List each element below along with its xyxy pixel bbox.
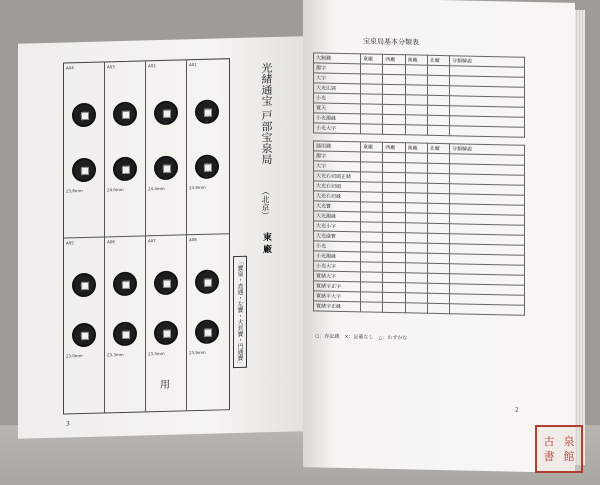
- item-code: A06: [107, 239, 115, 245]
- size-label: 23.9mm: [189, 349, 206, 356]
- row-label: 大字: [314, 161, 361, 172]
- coin-obverse-image: [154, 101, 178, 126]
- row-label: 小光: [314, 93, 361, 104]
- right-page: [303, 0, 575, 473]
- classification-table-2: [313, 140, 525, 315]
- header-cell: 南廠: [405, 55, 427, 65]
- row-label: 小光濁縁: [314, 113, 361, 124]
- coin-obverse-image: [195, 269, 219, 294]
- seal-char: 古: [543, 435, 555, 448]
- item-code: A08: [189, 237, 197, 243]
- seal-char: 館: [563, 450, 575, 463]
- row-label: 小光大字: [314, 123, 361, 134]
- header-cell: 西廠: [383, 142, 405, 152]
- page-subheading: （北京）: [261, 187, 270, 220]
- item-code: A02: [148, 63, 156, 69]
- coin-reverse-image: [113, 322, 137, 347]
- item-code: A01: [189, 62, 197, 68]
- coin-obverse-image: [72, 273, 96, 298]
- row-label: 大光進寳: [314, 231, 361, 242]
- coin-reverse-image: [195, 154, 219, 179]
- coin-obverse-image: [195, 99, 219, 124]
- item-code: A07: [148, 238, 156, 244]
- coin-cell: [146, 60, 187, 236]
- classification-table-1: [313, 52, 525, 137]
- size-label: 24.9mm: [189, 184, 206, 191]
- page-title: 宝泉局基本分類表: [363, 37, 419, 47]
- row-label: 寛緒字正縁: [314, 301, 361, 312]
- header-cell: 西廠: [383, 54, 405, 64]
- coin-cell: [105, 236, 146, 412]
- size-label: 23.3mm: [107, 351, 124, 358]
- row-label: 小光: [314, 241, 361, 252]
- row-label: 大字: [314, 73, 361, 84]
- coin-grid: [63, 58, 230, 414]
- row-label: 小光濁縁: [314, 251, 361, 262]
- coin-cell: [64, 237, 105, 413]
- size-label: 23.0mm: [66, 353, 83, 359]
- header-cell: 南廠: [405, 143, 427, 153]
- row-label: 大光右切頭正緒: [314, 171, 361, 182]
- row-label: 大光右切頭: [314, 181, 361, 192]
- row-label: 寛緒平大字: [314, 291, 361, 302]
- seal-char: 書: [543, 450, 555, 463]
- coin-obverse-image: [72, 103, 96, 128]
- coin-reverse-image: [113, 157, 137, 182]
- coin-cell: [146, 235, 187, 411]
- header-cell: 北廠: [427, 143, 449, 153]
- row-label: 濁字: [314, 63, 361, 74]
- row-label: 寛緒大字: [314, 271, 361, 282]
- coin-reverse-image: [195, 319, 219, 344]
- footnote: [315, 332, 515, 345]
- header-cell: 通用錢: [314, 141, 361, 152]
- page-number: 3: [66, 420, 70, 428]
- item-code: A05: [66, 240, 74, 246]
- coin-reverse-image: [154, 321, 178, 346]
- seal-char: 泉: [563, 435, 575, 448]
- item-code: A03: [107, 64, 115, 70]
- page-number: 2: [515, 406, 519, 414]
- coin-cell: [105, 61, 146, 237]
- row-label: 濁字: [314, 151, 361, 162]
- coin-cell: [64, 62, 105, 238]
- item-code: A04: [66, 65, 74, 71]
- size-label: 23.6mm: [66, 188, 83, 194]
- seal-stamp: [535, 425, 583, 473]
- boxed-label-text: 「寶泉・直通・左寶・大貝寶・円通寶」: [236, 258, 243, 368]
- boxed-label: [233, 256, 247, 368]
- coin-cell: [187, 234, 229, 410]
- coin-reverse-image: [154, 156, 178, 181]
- row-label: 大光広郭: [314, 83, 361, 94]
- coin-obverse-image: [154, 271, 178, 296]
- row-label: 大光小字: [314, 221, 361, 232]
- row-label: 小光大字: [314, 261, 361, 272]
- coin-reverse-image: [72, 323, 96, 348]
- header-cell: 分類解説: [450, 144, 525, 156]
- size-label: 24.4mm: [148, 185, 165, 192]
- header-cell: 北廠: [427, 55, 449, 65]
- header-cell: 東廠: [361, 54, 383, 64]
- row-label: 大光寶: [314, 201, 361, 212]
- header-cell: 東廠: [361, 142, 383, 152]
- coin-reverse-image: [72, 158, 96, 183]
- size-label: 24.0mm: [107, 186, 124, 193]
- coin-obverse-image: [113, 272, 137, 297]
- size-label: 23.5mm: [148, 350, 165, 357]
- header-cell: 大制錢: [314, 53, 361, 64]
- coin-cell: [187, 59, 229, 235]
- ink-mark: 用: [160, 379, 170, 392]
- row-label: 寛緒字正字: [314, 281, 361, 292]
- header-cell: 分類解説: [450, 56, 525, 68]
- page-heading: 光緒通宝 戸部宝泉局: [260, 62, 273, 165]
- row-label: 大光右切縁: [314, 191, 361, 202]
- left-page: [18, 36, 303, 438]
- footnote-line: ○：存記錢 ×：記載なし △：わずかな: [315, 333, 408, 342]
- row-label: 寛天: [314, 103, 361, 114]
- row-label: 大光濁縁: [314, 211, 361, 222]
- mark-label: 東 廠: [261, 232, 271, 254]
- coin-obverse-image: [113, 102, 137, 127]
